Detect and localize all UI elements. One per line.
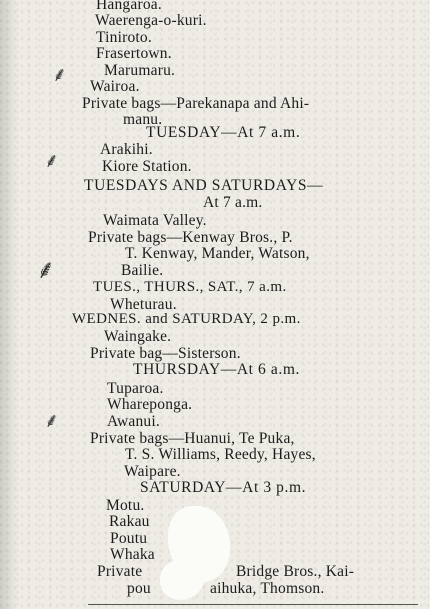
place-poutu-torn: Poutu	[110, 530, 148, 547]
place-motu: Motu.	[106, 497, 145, 514]
place-hangaroa: Hangaroa.	[96, 0, 162, 13]
ink-blot-mark: ⸙	[52, 64, 67, 86]
place-whareponga: Whareponga.	[107, 396, 193, 413]
place-whaka-torn: Whaka	[110, 546, 155, 563]
heading-thursday: THURSDAY—At 6 a.m.	[133, 361, 300, 378]
place-marumaru: Marumaru.	[104, 62, 176, 79]
torn-paper-area-lower	[160, 560, 204, 600]
ink-blot-mark: ⸙	[44, 150, 59, 172]
place-kiore-station: Kiore Station.	[102, 158, 192, 175]
private-bags-kenway-line-1: Private bags—Kenway Bros., P.	[88, 229, 293, 246]
private-bags-bridge-start: Private	[97, 563, 143, 580]
heading-saturday: SATURDAY—At 3 p.m.	[140, 479, 307, 496]
heading-tues-thurs-sat: TUES., THURS., SAT., 7 a.m.	[93, 279, 287, 295]
ink-blot-mark: ⸙	[44, 410, 59, 432]
private-bags-kaipou-end: aihuka, Thomson.	[210, 580, 325, 597]
private-bags-line-2: manu.	[123, 111, 163, 128]
place-wheturau: Wheturau.	[110, 296, 177, 313]
ink-blot-mark: ⸙	[36, 255, 56, 284]
heading-tuesday: TUESDAY—At 7 a.m.	[146, 124, 301, 141]
private-bag-sisterson: Private bag—Sisterson.	[90, 345, 241, 362]
place-frasertown: Frasertown.	[96, 45, 172, 62]
private-bags-kenway-line-3: Bailie.	[121, 262, 164, 279]
place-wairoa: Wairoa.	[90, 78, 140, 95]
heading-tuesdays-saturdays: TUESDAYS AND SATURDAYS—	[84, 177, 324, 194]
place-tuparoa: Tuparoa.	[107, 380, 164, 397]
page-edge-shadow	[0, 0, 18, 609]
private-bags-bridge-end: Bridge Bros., Kai-	[236, 563, 355, 580]
place-tiniroto: Tiniroto.	[96, 29, 152, 46]
private-bags-line-1: Private bags—Parekanapa and Ahi-	[82, 95, 310, 112]
private-bags-huanui-line-2: T. S. Williams, Reedy, Hayes,	[125, 446, 316, 463]
place-waimata-valley: Waimata Valley.	[103, 212, 207, 229]
place-rakau-torn: Rakau	[109, 513, 150, 530]
place-waipare: Waipare.	[124, 463, 181, 480]
place-waerenga-o-kuri: Waerenga-o-kuri.	[95, 12, 207, 29]
private-bags-kaipou-start: pou	[127, 580, 151, 597]
bottom-rule	[88, 604, 418, 605]
heading-tuesdays-saturdays-time: At 7 a.m.	[203, 194, 263, 211]
place-arakihi: Arakihi.	[100, 141, 153, 158]
private-bags-huanui-line-1: Private bags—Huanui, Te Puka,	[90, 430, 295, 447]
heading-wednes-saturday: WEDNES. and SATURDAY, 2 p.m.	[72, 311, 301, 327]
place-awanui: Awanui.	[107, 413, 160, 430]
place-waingake: Waingake.	[104, 328, 172, 345]
private-bags-kenway-line-2: T. Kenway, Mander, Watson,	[125, 245, 310, 262]
